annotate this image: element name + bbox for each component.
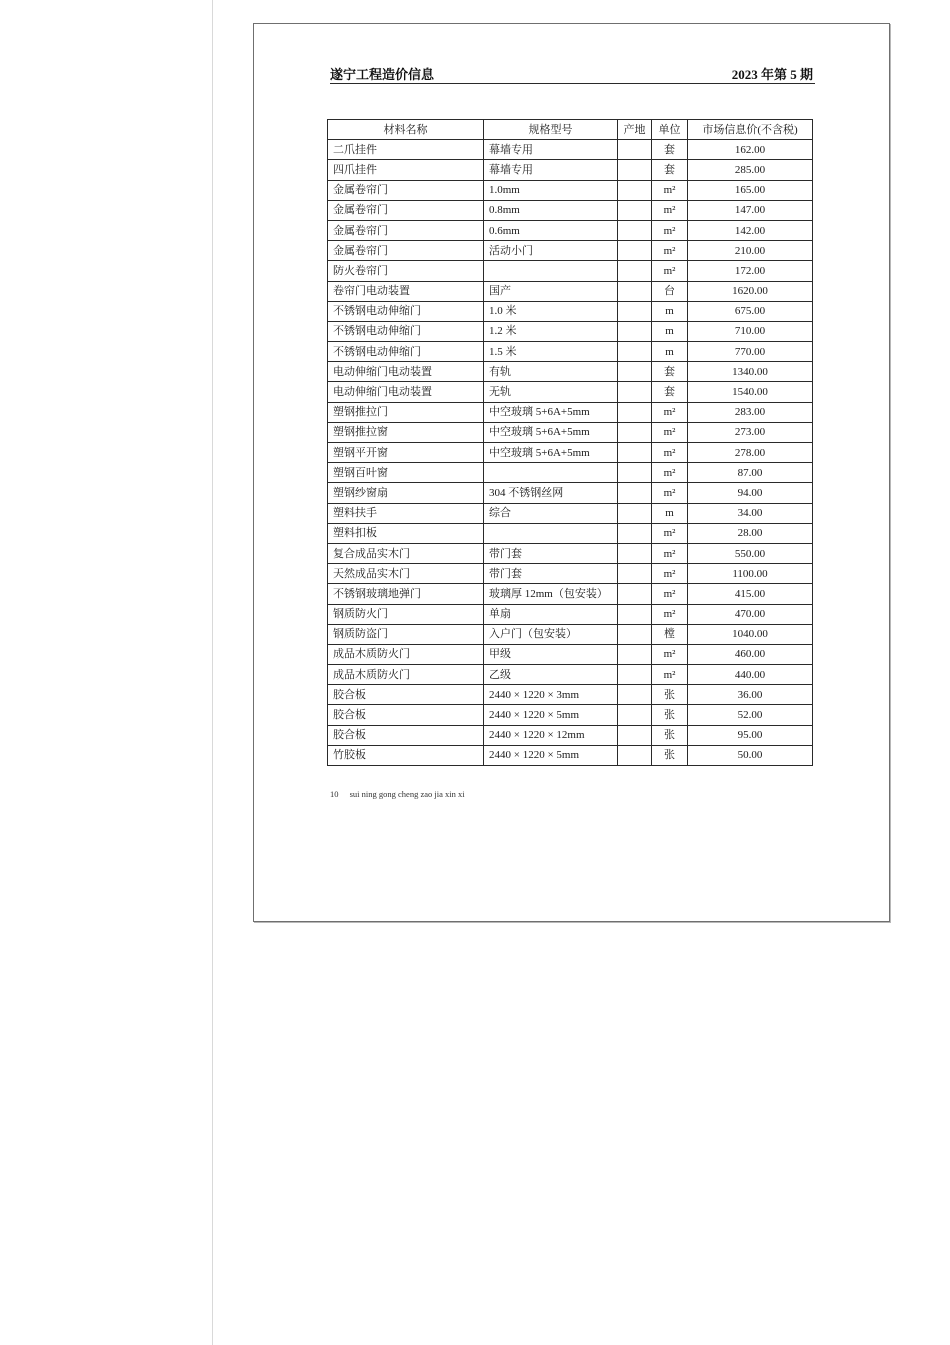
cell-price: 147.00 <box>688 200 813 220</box>
cell-price: 87.00 <box>688 463 813 483</box>
page-number: 10 <box>330 789 339 799</box>
cell-origin <box>618 382 652 402</box>
cell-spec: 2440 × 1220 × 3mm <box>484 685 618 705</box>
cell-price: 210.00 <box>688 241 813 261</box>
cell-price: 1100.00 <box>688 564 813 584</box>
cell-price: 770.00 <box>688 342 813 362</box>
cell-price: 50.00 <box>688 745 813 765</box>
table-row <box>328 281 813 301</box>
cell-unit: m² <box>652 523 688 543</box>
cell-material-name: 金属卷帘门 <box>328 241 484 261</box>
cell-price: 1040.00 <box>688 624 813 644</box>
table-row <box>328 483 813 503</box>
cell-unit: 张 <box>652 725 688 745</box>
cell-unit: m² <box>652 220 688 240</box>
cell-origin <box>618 463 652 483</box>
cell-spec: 0.6mm <box>484 220 618 240</box>
cell-price: 285.00 <box>688 160 813 180</box>
cell-origin <box>618 604 652 624</box>
cell-origin <box>618 725 652 745</box>
table-row <box>328 564 813 584</box>
table-row <box>328 342 813 362</box>
viewer-divider <box>212 0 213 1345</box>
column-header-spec: 规格型号 <box>484 120 618 140</box>
cell-material-name: 塑钢纱窗扇 <box>328 483 484 503</box>
cell-unit: m <box>652 503 688 523</box>
table-header-row <box>328 120 813 140</box>
cell-material-name: 塑钢百叶窗 <box>328 463 484 483</box>
cell-material-name: 塑钢推拉门 <box>328 402 484 422</box>
cell-spec: 乙级 <box>484 665 618 685</box>
table-row <box>328 745 813 765</box>
cell-material-name: 胶合板 <box>328 705 484 725</box>
cell-unit: m <box>652 301 688 321</box>
cell-spec: 幕墙专用 <box>484 160 618 180</box>
table-row <box>328 644 813 664</box>
cell-unit: m² <box>652 443 688 463</box>
cell-unit: 套 <box>652 140 688 160</box>
cell-price: 675.00 <box>688 301 813 321</box>
cell-price: 273.00 <box>688 422 813 442</box>
cell-spec <box>484 261 618 281</box>
cell-material-name: 塑钢平开窗 <box>328 443 484 463</box>
cell-origin <box>618 543 652 563</box>
cell-material-name: 金属卷帘门 <box>328 220 484 240</box>
cell-unit: m² <box>652 604 688 624</box>
cell-material-name: 塑料扶手 <box>328 503 484 523</box>
cell-unit: 樘 <box>652 624 688 644</box>
cell-price: 165.00 <box>688 180 813 200</box>
cell-material-name: 成品木质防火门 <box>328 644 484 664</box>
cell-material-name: 金属卷帘门 <box>328 180 484 200</box>
cell-origin <box>618 261 652 281</box>
table-row <box>328 665 813 685</box>
cell-unit: 张 <box>652 745 688 765</box>
cell-spec: 幕墙专用 <box>484 140 618 160</box>
cell-origin <box>618 665 652 685</box>
table-row <box>328 725 813 745</box>
cell-spec: 入户门（包安装） <box>484 624 618 644</box>
cell-unit: m² <box>652 463 688 483</box>
cell-unit: m² <box>652 584 688 604</box>
cell-origin <box>618 160 652 180</box>
cell-spec: 中空玻璃 5+6A+5mm <box>484 422 618 442</box>
cell-price: 278.00 <box>688 443 813 463</box>
cell-price: 1620.00 <box>688 281 813 301</box>
cell-unit: 套 <box>652 362 688 382</box>
cell-price: 34.00 <box>688 503 813 523</box>
cell-material-name: 竹胶板 <box>328 745 484 765</box>
cell-unit: m² <box>652 644 688 664</box>
cell-price: 52.00 <box>688 705 813 725</box>
cell-material-name: 防火卷帘门 <box>328 261 484 281</box>
cell-spec: 带门套 <box>484 564 618 584</box>
issue-label: 2023 年第 5 期 <box>731 67 813 82</box>
price-table <box>327 119 813 766</box>
cell-spec: 1.2 米 <box>484 321 618 341</box>
cell-price: 36.00 <box>688 685 813 705</box>
table-row <box>328 463 813 483</box>
cell-unit: m² <box>652 564 688 584</box>
cell-spec: 甲级 <box>484 644 618 664</box>
cell-material-name: 成品木质防火门 <box>328 665 484 685</box>
cell-origin <box>618 503 652 523</box>
cell-unit: m² <box>652 180 688 200</box>
cell-spec: 304 不锈钢丝网 <box>484 483 618 503</box>
column-header-material-name: 材料名称 <box>328 120 484 140</box>
cell-spec <box>484 523 618 543</box>
cell-material-name: 天然成品实木门 <box>328 564 484 584</box>
cell-unit: m² <box>652 200 688 220</box>
table-row <box>328 543 813 563</box>
cell-spec: 中空玻璃 5+6A+5mm <box>484 402 618 422</box>
page-footer <box>330 789 465 799</box>
cell-spec: 有轨 <box>484 362 618 382</box>
table-row <box>328 685 813 705</box>
cell-origin <box>618 402 652 422</box>
cell-material-name: 二爪挂件 <box>328 140 484 160</box>
cell-unit: m² <box>652 543 688 563</box>
cell-unit: m <box>652 321 688 341</box>
cell-unit: 张 <box>652 705 688 725</box>
cell-origin <box>618 483 652 503</box>
cell-unit: m² <box>652 261 688 281</box>
table-row <box>328 705 813 725</box>
cell-spec: 2440 × 1220 × 5mm <box>484 705 618 725</box>
cell-spec: 1.5 米 <box>484 342 618 362</box>
cell-origin <box>618 180 652 200</box>
cell-spec: 带门套 <box>484 543 618 563</box>
table-row <box>328 523 813 543</box>
cell-material-name: 不锈钢电动伸缩门 <box>328 301 484 321</box>
cell-origin <box>618 301 652 321</box>
table-row <box>328 604 813 624</box>
table-body <box>328 140 813 766</box>
cell-origin <box>618 644 652 664</box>
cell-spec: 2440 × 1220 × 12mm <box>484 725 618 745</box>
cell-unit: m² <box>652 665 688 685</box>
cell-price: 162.00 <box>688 140 813 160</box>
cell-origin <box>618 624 652 644</box>
cell-origin <box>618 241 652 261</box>
cell-origin <box>618 342 652 362</box>
cell-origin <box>618 140 652 160</box>
cell-unit: 套 <box>652 160 688 180</box>
cell-spec: 2440 × 1220 × 5mm <box>484 745 618 765</box>
cell-price: 710.00 <box>688 321 813 341</box>
cell-unit: 张 <box>652 685 688 705</box>
table-row <box>328 261 813 281</box>
cell-price: 95.00 <box>688 725 813 745</box>
cell-price: 440.00 <box>688 665 813 685</box>
table-row <box>328 402 813 422</box>
cell-material-name: 不锈钢电动伸缩门 <box>328 342 484 362</box>
table-row <box>328 443 813 463</box>
cell-spec: 无轨 <box>484 382 618 402</box>
cell-spec: 活动小门 <box>484 241 618 261</box>
column-header-origin: 产地 <box>618 120 652 140</box>
cell-origin <box>618 705 652 725</box>
cell-price: 172.00 <box>688 261 813 281</box>
cell-spec <box>484 463 618 483</box>
cell-material-name: 电动伸缩门电动装置 <box>328 382 484 402</box>
table-row <box>328 220 813 240</box>
table-row <box>328 200 813 220</box>
cell-origin <box>618 443 652 463</box>
cell-origin <box>618 220 652 240</box>
document-page <box>253 23 890 922</box>
table-row <box>328 624 813 644</box>
table-row <box>328 422 813 442</box>
cell-unit: 套 <box>652 382 688 402</box>
cell-material-name: 复合成品实木门 <box>328 543 484 563</box>
cell-spec: 中空玻璃 5+6A+5mm <box>484 443 618 463</box>
cell-origin <box>618 200 652 220</box>
cell-price: 1340.00 <box>688 362 813 382</box>
cell-spec: 玻璃厚 12mm（包安装） <box>484 584 618 604</box>
cell-unit: m² <box>652 241 688 261</box>
cell-material-name: 卷帘门电动装置 <box>328 281 484 301</box>
cell-origin <box>618 422 652 442</box>
table-row <box>328 301 813 321</box>
cell-price: 28.00 <box>688 523 813 543</box>
cell-unit: m² <box>652 483 688 503</box>
table-row <box>328 584 813 604</box>
cell-spec: 综合 <box>484 503 618 523</box>
table-row <box>328 382 813 402</box>
cell-unit: m² <box>652 402 688 422</box>
cell-price: 142.00 <box>688 220 813 240</box>
cell-origin <box>618 584 652 604</box>
cell-spec: 0.8mm <box>484 200 618 220</box>
column-header-unit: 单位 <box>652 120 688 140</box>
cell-price: 415.00 <box>688 584 813 604</box>
cell-spec: 国产 <box>484 281 618 301</box>
cell-unit: m² <box>652 422 688 442</box>
column-header-price: 市场信息价(不含税) <box>688 120 813 140</box>
cell-price: 283.00 <box>688 402 813 422</box>
cell-price: 94.00 <box>688 483 813 503</box>
table-row <box>328 241 813 261</box>
table-row <box>328 362 813 382</box>
cell-price: 550.00 <box>688 543 813 563</box>
cell-origin <box>618 745 652 765</box>
cell-material-name: 胶合板 <box>328 685 484 705</box>
table-row <box>328 321 813 341</box>
cell-spec: 1.0mm <box>484 180 618 200</box>
cell-price: 460.00 <box>688 644 813 664</box>
cell-price: 470.00 <box>688 604 813 624</box>
cell-origin <box>618 564 652 584</box>
cell-origin <box>618 281 652 301</box>
cell-spec: 1.0 米 <box>484 301 618 321</box>
cell-material-name: 金属卷帘门 <box>328 200 484 220</box>
cell-material-name: 不锈钢电动伸缩门 <box>328 321 484 341</box>
cell-material-name: 四爪挂件 <box>328 160 484 180</box>
cell-spec: 单扇 <box>484 604 618 624</box>
cell-origin <box>618 321 652 341</box>
cell-material-name: 塑钢推拉窗 <box>328 422 484 442</box>
cell-origin <box>618 523 652 543</box>
publication-title: 遂宁工程造价信息 <box>330 67 435 82</box>
cell-unit: m <box>652 342 688 362</box>
cell-price: 1540.00 <box>688 382 813 402</box>
cell-material-name: 电动伸缩门电动装置 <box>328 362 484 382</box>
table-row <box>328 160 813 180</box>
cell-material-name: 塑料扣板 <box>328 523 484 543</box>
cell-unit: 台 <box>652 281 688 301</box>
cell-material-name: 胶合板 <box>328 725 484 745</box>
table-row <box>328 140 813 160</box>
cell-material-name: 钢质防火门 <box>328 604 484 624</box>
footer-pinyin: sui ning gong cheng zao jia xin xi <box>349 789 465 799</box>
cell-origin <box>618 362 652 382</box>
table-row <box>328 180 813 200</box>
cell-material-name: 不锈钢玻璃地弹门 <box>328 584 484 604</box>
cell-origin <box>618 685 652 705</box>
table-row <box>328 503 813 523</box>
cell-material-name: 钢质防盗门 <box>328 624 484 644</box>
page-header <box>330 64 815 84</box>
